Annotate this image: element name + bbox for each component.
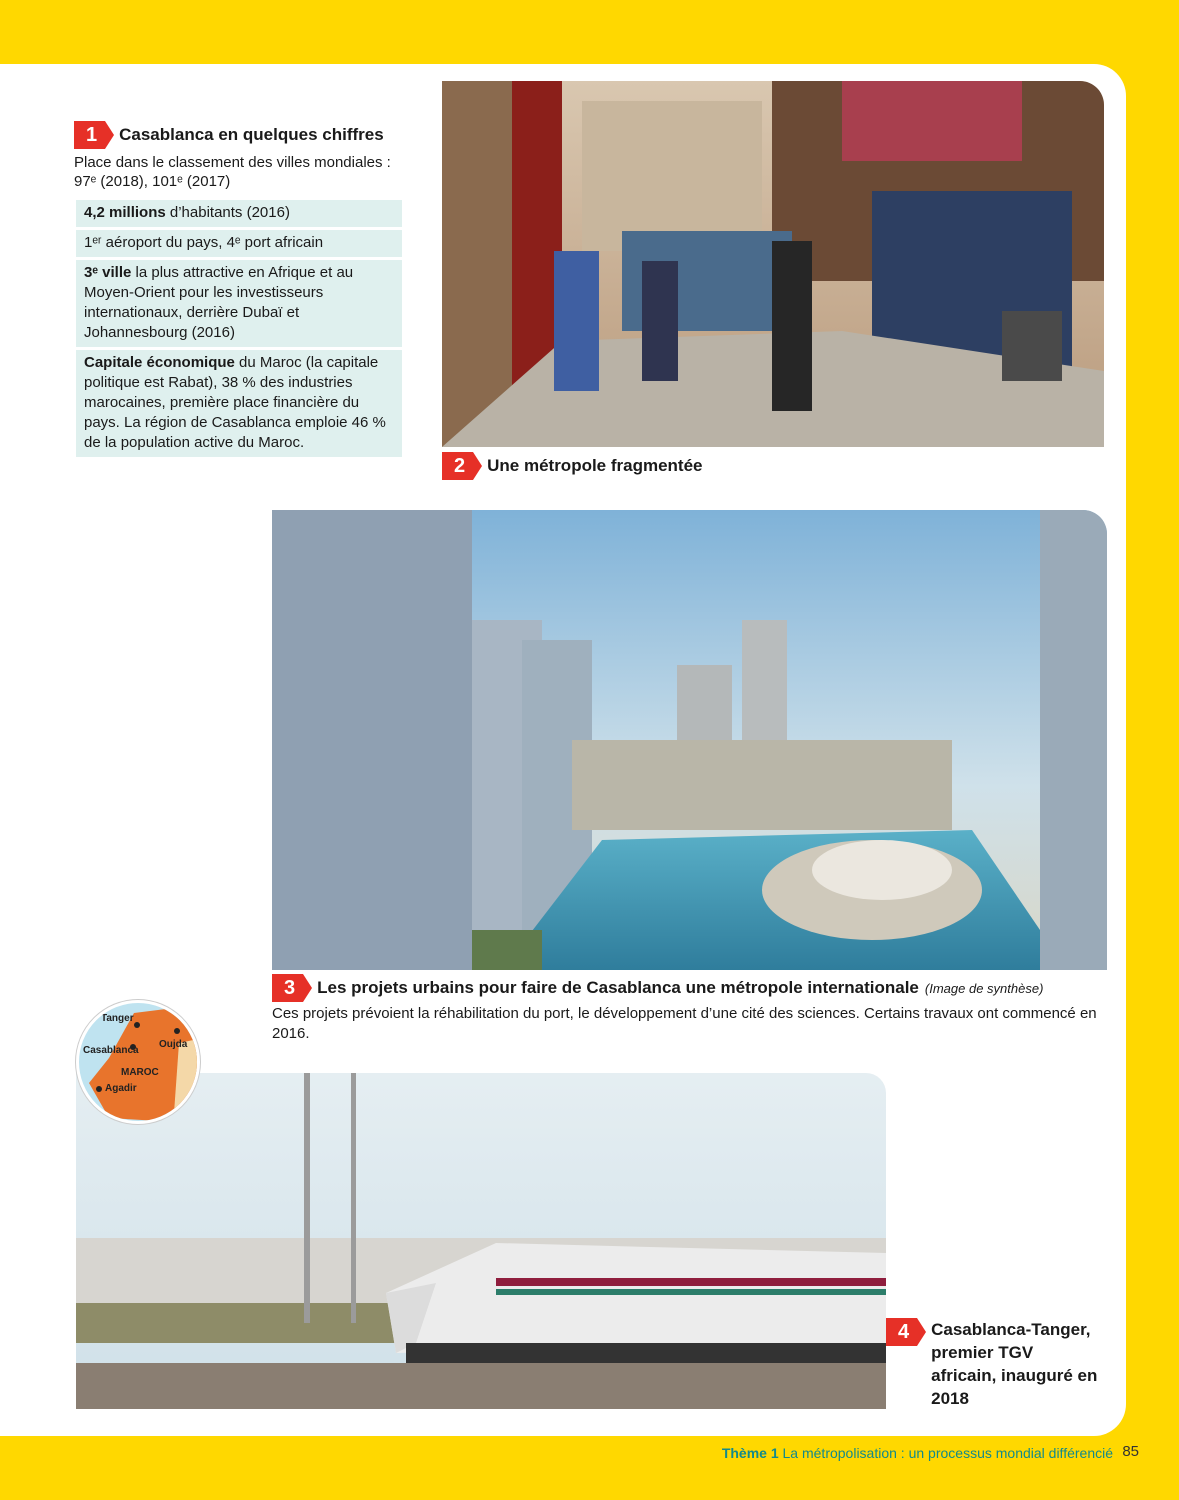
doc3-header (272, 975, 1112, 1001)
map-label-oujda: Oujda (159, 1039, 188, 1050)
doc2-caption (442, 452, 703, 480)
doc1-key-figures (74, 120, 404, 460)
doc2-title: Une métropole fragmentée (487, 456, 703, 475)
map-label-tanger: Tanger (101, 1013, 134, 1024)
figure-row: Capitale économique du Maroc (la capitale politique est Rabat), 38 % des industries marocaines, première place financière du pays. La région de Casablanca emploie 46 % de la population active du Maroc. (76, 350, 402, 457)
doc4-train-photo (76, 1073, 886, 1409)
morocco-locator-map (76, 1000, 200, 1124)
doc1-number-badge: 1 (74, 121, 105, 149)
doc2-number-badge: 2 (442, 452, 473, 480)
figure-row: 1ᵉʳ aéroport du pays, 4ᵉ port africain (76, 230, 402, 257)
figure-row: 3ᵉ ville la plus attractive en Afrique et au Moyen-Orient pour les investisseurs internationaux, derrière Dubaï et Johannesbourg (2016) (76, 260, 402, 347)
map-label-agadir: Agadir (105, 1083, 137, 1094)
doc2-market-photo (442, 81, 1104, 447)
map-label-casablanca: Casablanca (83, 1045, 139, 1056)
page-footer (0, 1440, 1179, 1500)
map-label-maroc: MAROC (121, 1067, 159, 1078)
doc3-title: Les projets urbains pour faire de Casablanca une métropole internationale (317, 978, 919, 997)
doc1-title: Casablanca en quelques chiffres (119, 125, 384, 144)
doc3-marina-rendering (272, 510, 1107, 970)
doc3-caption (272, 975, 1112, 1044)
doc1-intro: Place dans le classement des villes mondiales : 97ᵉ (2018), 101ᵉ (2017) (74, 154, 391, 190)
page-number: 85 (1122, 1443, 1139, 1460)
figure-row: 4,2 millions d’habitants (2016) (76, 200, 402, 227)
doc3-description: Ces projets prévoient la réhabilitation du port, le développement d’une cité des sciences. Certains travaux ont commencé en 2016. (272, 1005, 1097, 1042)
doc4-caption (886, 1318, 1101, 1410)
doc1-header (74, 120, 404, 150)
doc1-figures-table (76, 200, 402, 457)
doc3-number-badge: 3 (272, 974, 303, 1002)
doc4-number-badge: 4 (886, 1318, 917, 1346)
doc4-title: Casablanca-Tanger, premier TGV africain, inauguré en 2018 (931, 1320, 1098, 1408)
doc3-credit: (Image de synthèse) (924, 980, 1044, 996)
footer-theme: Thème 1 La métropolisation : un processus mondial différencié (721, 1445, 1113, 1461)
